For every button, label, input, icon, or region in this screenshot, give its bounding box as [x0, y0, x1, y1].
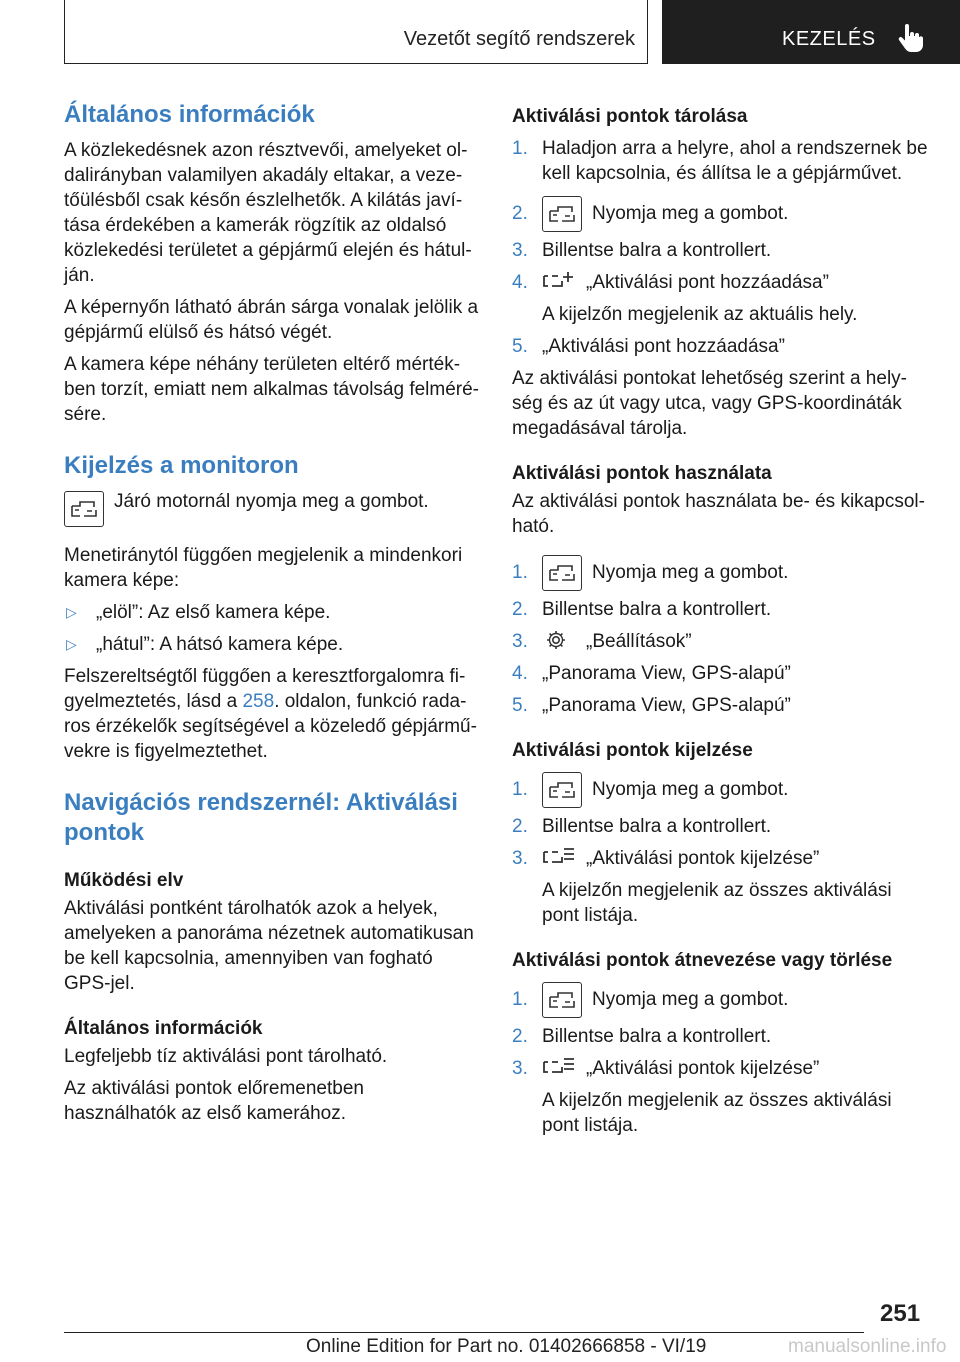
step-item: 1. Nyomja meg a gombot. [512, 555, 932, 591]
add-point-icon [542, 270, 576, 292]
header-section-title: Vezetőt segítő rendszerek [403, 28, 635, 50]
list-item: ▷ „elöl”: Az első kamera képe. [66, 602, 331, 623]
step-note: A kijelzőn megjelenik az összes aktiválási pont listája. [542, 1090, 892, 1136]
watermark: manualsonline.info [788, 1336, 947, 1357]
list-points-icon [542, 1056, 576, 1078]
step-item: 2. Billentse balra a kontrollert. [512, 816, 772, 837]
paragraph: Legfeljebb tíz aktiválási pont tárolható. [64, 1046, 388, 1067]
paragraph: Járó motornál nyomja meg a gombot. [114, 491, 429, 512]
step-item: 2. Billentse balra a kontrollert. [512, 599, 772, 620]
triangle-bullet-icon: ▷ [66, 604, 77, 620]
step-item: 4. „Aktiválási pont hozzáadása” [512, 272, 829, 293]
paragraph: A kamera képe néhány területen eltérő mérték-ben torzít, emiatt nem alkalmas távolság felméré-sére. [64, 354, 480, 425]
step-item: 1. Nyomja meg a gombot. [512, 772, 932, 808]
footer-divider [64, 1332, 864, 1333]
page-number: 251 [880, 1300, 921, 1327]
left-column [64, 100, 480, 1126]
list-item: ▷ „hátul”: A hátsó kamera képe. [66, 634, 344, 655]
list-points-icon [542, 846, 576, 868]
camera-button-icon [542, 982, 582, 1018]
paragraph: Az aktiválási pontok használata be- és kikapcsol-ható. [512, 491, 925, 537]
gear-icon [542, 629, 576, 651]
step-item: 1. Haladjon arra a helyre, ahol a rendszernek be kell kapcsolnia, és állítsa le a gépjárművet. [512, 138, 928, 184]
right-column [512, 104, 932, 1138]
heading-general-info-2: Általános információk [64, 1018, 263, 1039]
camera-button-icon [542, 555, 582, 591]
camera-button-icon [542, 772, 582, 808]
heading-show-points: Aktiválási pontok kijelzése [512, 740, 753, 761]
header-chapter-title: KEZELÉS [782, 28, 876, 50]
paragraph: Menetiránytól függően megjelenik a mindenkori kamera képe: [64, 545, 463, 591]
step-item: 3. „Beállítások” [512, 631, 692, 652]
header-chapter-tab [662, 0, 960, 64]
heading-rename-points: Aktiválási pontok átnevezése vagy törlése [512, 950, 893, 971]
paragraph: A képernyőn látható ábrán sárga vonalak jelölik a gépjármű elülső és hátsó végét. [64, 297, 479, 343]
footer-edition: Online Edition for Part no. 01402666858 - VI/19 [306, 1336, 707, 1357]
header-section-box [64, 0, 648, 64]
heading-use-points: Aktiválási pontok használata [512, 463, 772, 484]
heading-principle: Működési elv [64, 870, 184, 891]
step-item: 2. Billentse balra a kontrollert. [512, 1026, 772, 1047]
page-link[interactable]: 258 [242, 691, 275, 712]
heading-general-info: Általános információk [64, 101, 315, 128]
hand-pointer-icon [896, 24, 924, 54]
step-item: 5. „Panorama View, GPS-alapú” [512, 695, 791, 716]
heading-store-points: Aktiválási pontok tárolása [512, 106, 748, 127]
step-item: 4. „Panorama View, GPS-alapú” [512, 663, 791, 684]
triangle-bullet-icon: ▷ [66, 636, 77, 652]
paragraph: Az aktiválási pontok előremenetben használhatók az első kamerához. [64, 1078, 364, 1124]
step-note: A kijelzőn megjelenik az összes aktiválási pont listája. [542, 880, 892, 926]
step-item: 3. Billentse balra a kontrollert. [512, 240, 772, 261]
paragraph: A közlekedésnek azon résztvevői, amelyeket ol-dalirányban valamilyen akadály eltakar, a veze-tőülésből csak későn észlelhetők. A kilátás javí-tása érdekében a kamerák rögzítik az oldalsó közlekedési területet a gépjármű elején és hátul-ján. [64, 140, 472, 286]
step-item: 2. Nyomja meg a gombot. [512, 196, 932, 232]
camera-button-icon [64, 491, 104, 527]
heading-monitor-display: Kijelzés a monitoron [64, 452, 299, 479]
step-item: 5. „Aktiválási pont hozzáadása” [512, 336, 785, 357]
step-item: 1. Nyomja meg a gombot. [512, 982, 932, 1018]
step-item: 3. „Aktiválási pontok kijelzése” [512, 848, 820, 869]
step-item: 3. „Aktiválási pontok kijelzése” [512, 1058, 820, 1079]
camera-button-icon [542, 196, 582, 232]
paragraph: Felszereltségtől függően a keresztforgalomra fi-gyelmeztetés, lásd a 258. oldalon, funkció rada-ros érzékelők segítségével a közeledő gépjármű-vekre is figyelmeztethet. [64, 666, 477, 762]
paragraph: Aktiválási pontként tárolhatók azok a helyek, amelyeken a panoráma nézetnek automatikusan be kell kapcsolnia, amennyiben van fogható GPS-jel. [64, 898, 474, 994]
paragraph: Az aktiválási pontokat lehetőség szerint a hely-ség és az út vagy utca, vagy GPS-koordináták megadásával tárolja. [512, 368, 907, 439]
step-note: A kijelzőn megjelenik az aktuális hely. [542, 304, 858, 325]
heading-navigation-points: Navigációs rendszernél: Aktiválási pontok [64, 789, 458, 846]
